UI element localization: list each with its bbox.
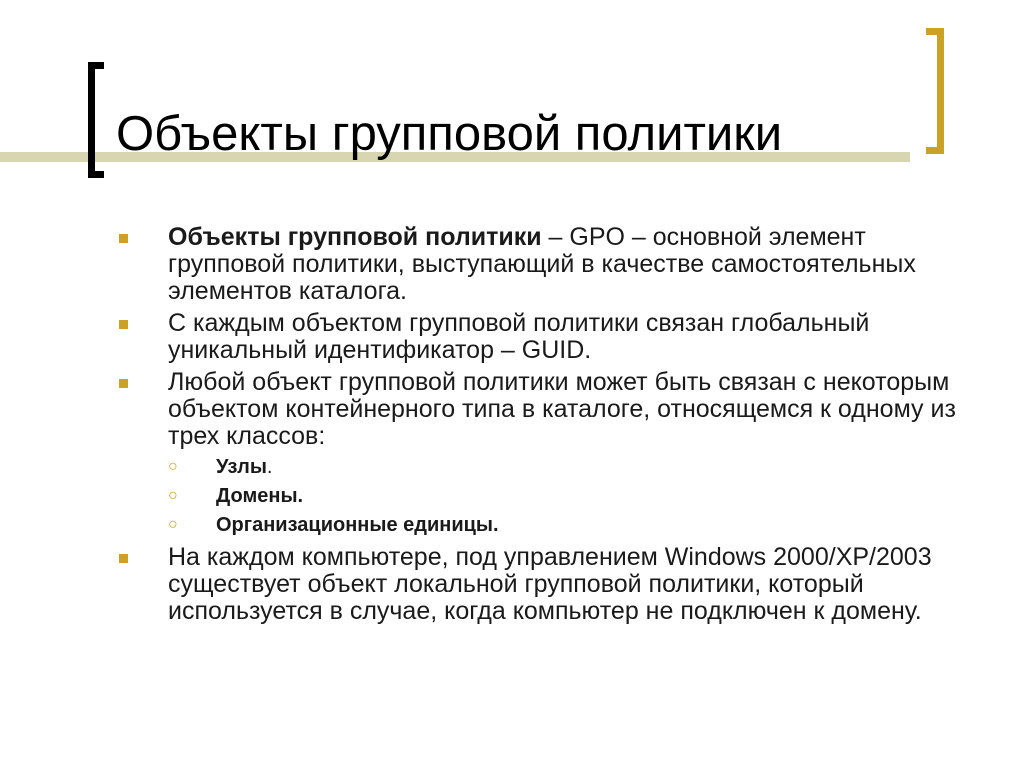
slide-title: Объекты групповой политики xyxy=(116,107,783,161)
circle-bullet-icon: ○ xyxy=(168,458,178,475)
sub-item-bold: Домены. xyxy=(216,485,304,507)
sub-item-domains xyxy=(116,484,976,509)
left-bracket-icon xyxy=(88,62,104,178)
sub-item-sites xyxy=(116,455,976,480)
sub-item-ous xyxy=(116,513,976,538)
sub-item-bold: Узлы xyxy=(216,456,267,478)
bullet-item-containers xyxy=(116,369,976,450)
bullet-item-guid xyxy=(116,310,976,364)
bullet-text: С каждым объектом групповой политики связан глобальный уникальный идентификатор – GUID. xyxy=(168,309,870,364)
bullet-item-local-gpo xyxy=(116,544,976,625)
bullet-list xyxy=(116,224,976,630)
circle-bullet-icon: ○ xyxy=(168,516,178,533)
sub-bullet-list xyxy=(116,455,976,538)
circle-bullet-icon: ○ xyxy=(168,487,178,504)
square-bullet-icon xyxy=(119,320,128,329)
square-bullet-icon xyxy=(119,379,128,388)
bullet-item-gpo xyxy=(116,224,976,305)
sub-item-suffix: . xyxy=(266,456,273,478)
square-bullet-icon xyxy=(119,234,128,243)
square-bullet-icon xyxy=(119,554,128,563)
bullet-text: Любой объект групповой политики может быть связан с некоторым объектом контейнерного типа в каталоге, относящемся к одному из трех классов: xyxy=(168,368,956,450)
bullet-text: – GPO – основной элемент групповой политики, выступающий в качестве самостоятельных элементов каталога. xyxy=(168,223,916,305)
bullet-text: На каждом компьютере, под управлением Windows 2000/XP/2003 существует объект локальной групповой политики, который используется в случае, когда компьютер не подключен к домену. xyxy=(168,543,932,625)
sub-item-bold: Организационные единицы. xyxy=(216,514,499,536)
bullet-bold-term: Объекты групповой политики xyxy=(168,223,542,251)
right-bracket-icon xyxy=(926,28,944,154)
